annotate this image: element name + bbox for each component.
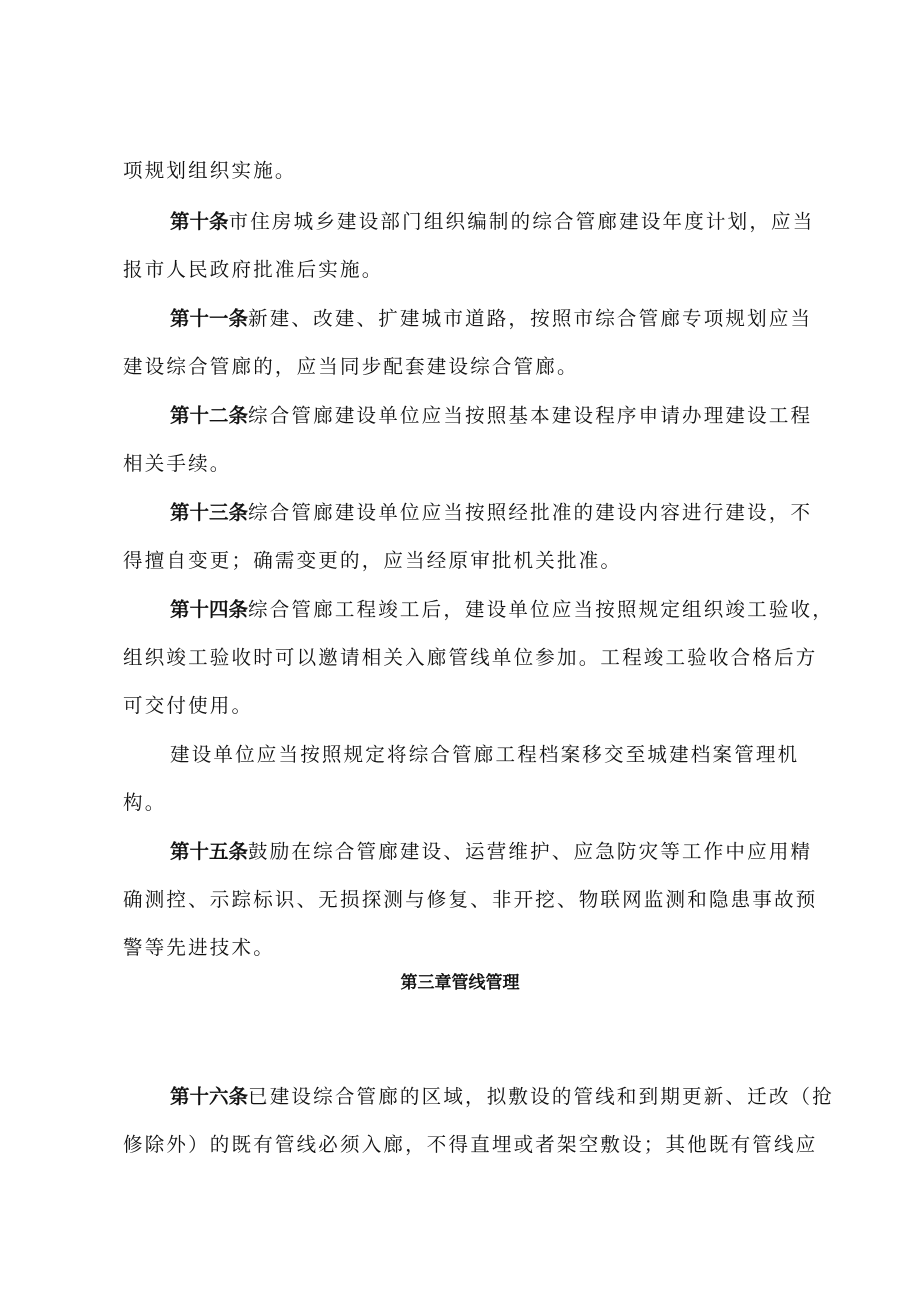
article-15-line (170, 837, 813, 867)
article-number: 第十三条 (170, 501, 249, 524)
article-number: 第十二条 (170, 404, 249, 427)
line-text: 警等先进技术。 (123, 936, 275, 959)
text-line (123, 885, 818, 915)
article-number: 第十四条 (170, 598, 249, 621)
article-16-line (170, 1082, 834, 1112)
text-line (123, 933, 813, 963)
article-14-line (170, 595, 834, 625)
paragraph-line (170, 740, 813, 770)
text-line (123, 255, 813, 285)
article-13-line (170, 498, 813, 528)
text-line (123, 1130, 818, 1160)
article-number: 第十五条 (170, 840, 249, 863)
text-line (123, 546, 813, 576)
line-text: 新建、改建、扩建城市道路，按照市综合管廊专项规划应当 (248, 307, 813, 330)
text-line (123, 691, 813, 721)
line-text: 相关手续。 (123, 452, 232, 475)
line-text: 鼓励在综合管廊建设、运营维护、应急防灾等工作中应用精 (248, 840, 813, 863)
line-text: 综合管廊工程竣工后，建设单位应当按照规定组织竣工验收， (248, 598, 834, 621)
line-text: 构。 (123, 791, 167, 814)
line-text: 报市人民政府批准后实施。 (123, 258, 384, 281)
line-text: 市住房城乡建设部门组织编制的综合管廊建设年度计划，应当 (228, 210, 815, 233)
line-text: 综合管廊建设单位应当按照基本建设程序申请办理建设工程 (248, 404, 813, 427)
line-text: 建设单位应当按照规定将综合管廊工程档案移交至城建档案管理机 (170, 743, 800, 766)
line-text: 确测控、示踪标识、无损探测与修复、非开挖、物联网监测和隐患事故预 (123, 888, 818, 911)
line-text: 得擅自变更；确需变更的，应当经原审批机关批准。 (123, 549, 623, 572)
article-number: 第十条 (170, 210, 229, 233)
article-12-line (170, 401, 813, 431)
line-text: 项规划组织实施。 (123, 159, 297, 182)
text-line (123, 788, 813, 818)
text-line (123, 643, 818, 673)
line-text: 已建设综合管廊的区域，拟敷设的管线和到期更新、迁改（抢 (248, 1085, 834, 1108)
line-text: 组织竣工验收时可以邀请相关入廊管线单位参加。工程竣工验收合格后方 (123, 646, 818, 669)
text-line (123, 352, 813, 382)
article-number: 第十六条 (170, 1085, 249, 1108)
article-number: 第十一条 (170, 307, 249, 330)
line-text: 综合管廊建设单位应当按照经批准的建设内容进行建设，不 (248, 501, 813, 524)
article-11-line (170, 304, 813, 334)
text-line (123, 449, 813, 479)
article-10-line (170, 207, 813, 237)
text-line (123, 156, 813, 186)
line-text: 建设综合管廊的，应当同步配套建设综合管廊。 (123, 355, 579, 378)
line-text: 修除外）的既有管线必须入廊，不得直埋或者架空敷设；其他既有管线应 (123, 1133, 818, 1156)
chapter-heading: 第三章管线管理 (400, 973, 520, 993)
line-text: 可交付使用。 (123, 694, 254, 717)
